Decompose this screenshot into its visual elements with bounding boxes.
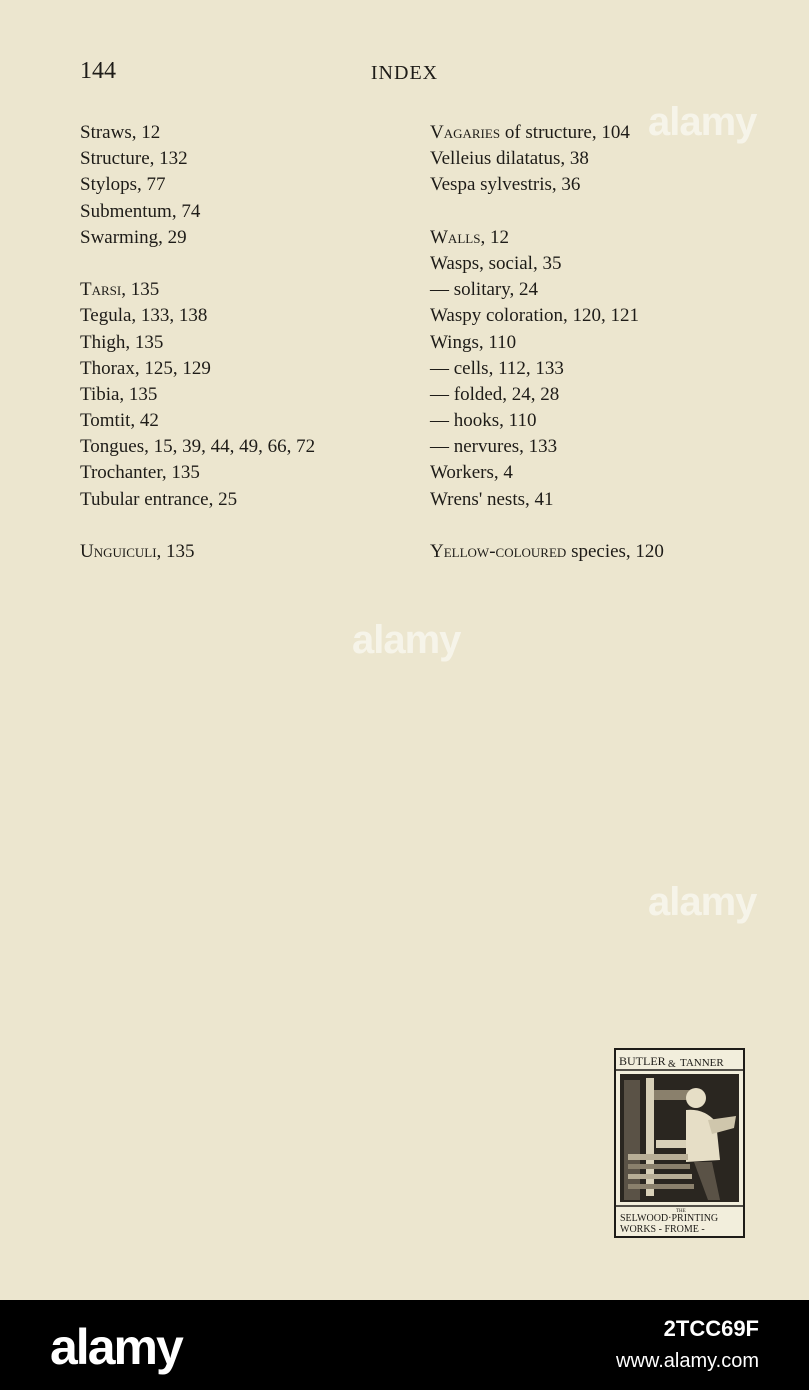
index-gap bbox=[430, 199, 770, 225]
index-entry-text: Submentum, 74 bbox=[80, 200, 201, 222]
index-entry-text: , 12 bbox=[480, 226, 509, 248]
index-entry bbox=[80, 120, 410, 146]
page-header bbox=[0, 58, 809, 92]
index-entry-text: — solitary, 24 bbox=[430, 279, 539, 301]
index-entry bbox=[430, 277, 770, 303]
image-id: 2TCC69F bbox=[663, 1316, 759, 1341]
index-entry bbox=[80, 408, 410, 434]
index-letter-head: Unguiculi bbox=[80, 541, 157, 562]
index-gap bbox=[80, 251, 410, 277]
index-entry bbox=[80, 382, 410, 408]
index-entry bbox=[430, 539, 770, 565]
printer-mark-ampersand: & bbox=[668, 1059, 676, 1070]
index-letter-head: Walls bbox=[430, 226, 481, 248]
index-entry bbox=[430, 356, 770, 382]
index-entry bbox=[430, 330, 770, 356]
index-entry-text: Stylops, 77 bbox=[80, 174, 166, 196]
index-entry-text: , 135 bbox=[121, 279, 160, 301]
site-url: www.alamy.com bbox=[616, 1350, 759, 1372]
index-entry bbox=[80, 460, 410, 486]
index-letter-head: Vagaries bbox=[430, 122, 501, 143]
index-entry-text: Straws, 12 bbox=[80, 122, 161, 143]
index-entry bbox=[80, 277, 410, 303]
index-entry bbox=[80, 356, 410, 382]
index-entry bbox=[80, 225, 410, 251]
index-entry-text: Wings, 110 bbox=[430, 331, 517, 353]
index-entry bbox=[430, 460, 770, 486]
index-entry-text: Velleius dilatatus, 38 bbox=[430, 148, 589, 170]
index-entry bbox=[430, 487, 770, 513]
printer-mark-butler: BUTLER bbox=[619, 1054, 666, 1068]
index-entry-text: — folded, 24, 28 bbox=[430, 383, 560, 405]
index-gap bbox=[80, 513, 410, 539]
index-entry-text: species, 120 bbox=[566, 541, 664, 562]
printer-mark-line2: WORKS - FROME - bbox=[620, 1224, 705, 1235]
index-entry bbox=[430, 434, 770, 460]
watermark: alamy bbox=[648, 100, 757, 144]
printer-mark-logo bbox=[614, 1048, 745, 1238]
printer-mark-the: THE bbox=[676, 1209, 686, 1214]
index-entry bbox=[80, 539, 410, 565]
index-column-left bbox=[80, 120, 410, 565]
index-letter-head: Tarsi bbox=[80, 279, 122, 301]
index-entry-text: Thorax, 125, 129 bbox=[80, 357, 211, 379]
index-entry-text: Thigh, 135 bbox=[80, 331, 164, 353]
index-entry bbox=[80, 172, 410, 198]
index-entry bbox=[430, 146, 770, 172]
index-entry bbox=[80, 199, 410, 225]
printer-mark-line1: SELWOOD·PRINTING bbox=[620, 1213, 719, 1224]
index-entry-text: Tongues, 15, 39, 44, 49, 66, 72 bbox=[80, 436, 316, 458]
index-entry-text: — cells, 112, 133 bbox=[430, 357, 564, 379]
page-number: 144 bbox=[80, 58, 116, 84]
index-entry bbox=[80, 434, 410, 460]
index-entry-text: Wrens' nests, 41 bbox=[430, 488, 554, 510]
printer-mark-tanner: TANNER bbox=[680, 1057, 724, 1069]
alamy-logo: alamy bbox=[50, 1319, 182, 1375]
running-title: INDEX bbox=[370, 62, 439, 84]
index-entry-text: Swarming, 29 bbox=[80, 226, 187, 248]
index-entry bbox=[80, 487, 410, 513]
index-entry bbox=[80, 303, 410, 329]
index-entry-text: Tomtit, 42 bbox=[80, 410, 159, 432]
watermark: alamy bbox=[352, 618, 461, 662]
index-entry bbox=[430, 382, 770, 408]
index-entry bbox=[430, 172, 770, 198]
index-entry-text: Trochanter, 135 bbox=[80, 462, 200, 484]
index-entry-text: Wasps, social, 35 bbox=[430, 252, 562, 274]
index-letter-head: Yellow-coloured bbox=[430, 541, 567, 562]
index-entry-text: Waspy coloration, 120, 121 bbox=[430, 305, 640, 327]
index-entry-text: Vespa sylvestris, 36 bbox=[430, 174, 581, 196]
index-entry-text: Structure, 132 bbox=[80, 148, 188, 170]
stock-footer bbox=[0, 1300, 809, 1390]
index-entry-text: Tubular entrance, 25 bbox=[80, 488, 238, 510]
index-entry-text: Tegula, 133, 138 bbox=[80, 305, 208, 327]
index-entry-text: — hooks, 110 bbox=[430, 410, 537, 432]
watermark: alamy bbox=[648, 880, 757, 924]
index-entry-text: — nervures, 133 bbox=[430, 436, 558, 458]
printer-woodcut-icon bbox=[616, 1050, 743, 1236]
index-entry bbox=[430, 225, 770, 251]
index-gap bbox=[430, 513, 770, 539]
index-entry bbox=[80, 146, 410, 172]
index-column-right bbox=[430, 120, 770, 565]
index-entry bbox=[430, 408, 770, 434]
index-entry-text: Tibia, 135 bbox=[80, 383, 158, 405]
index-entry-text: , 135 bbox=[156, 541, 195, 562]
index-entry bbox=[80, 330, 410, 356]
index-entry-text: Workers, 4 bbox=[430, 462, 513, 484]
index-entry-text: of structure, 104 bbox=[500, 122, 630, 143]
index-entry bbox=[430, 303, 770, 329]
index-entry bbox=[430, 251, 770, 277]
